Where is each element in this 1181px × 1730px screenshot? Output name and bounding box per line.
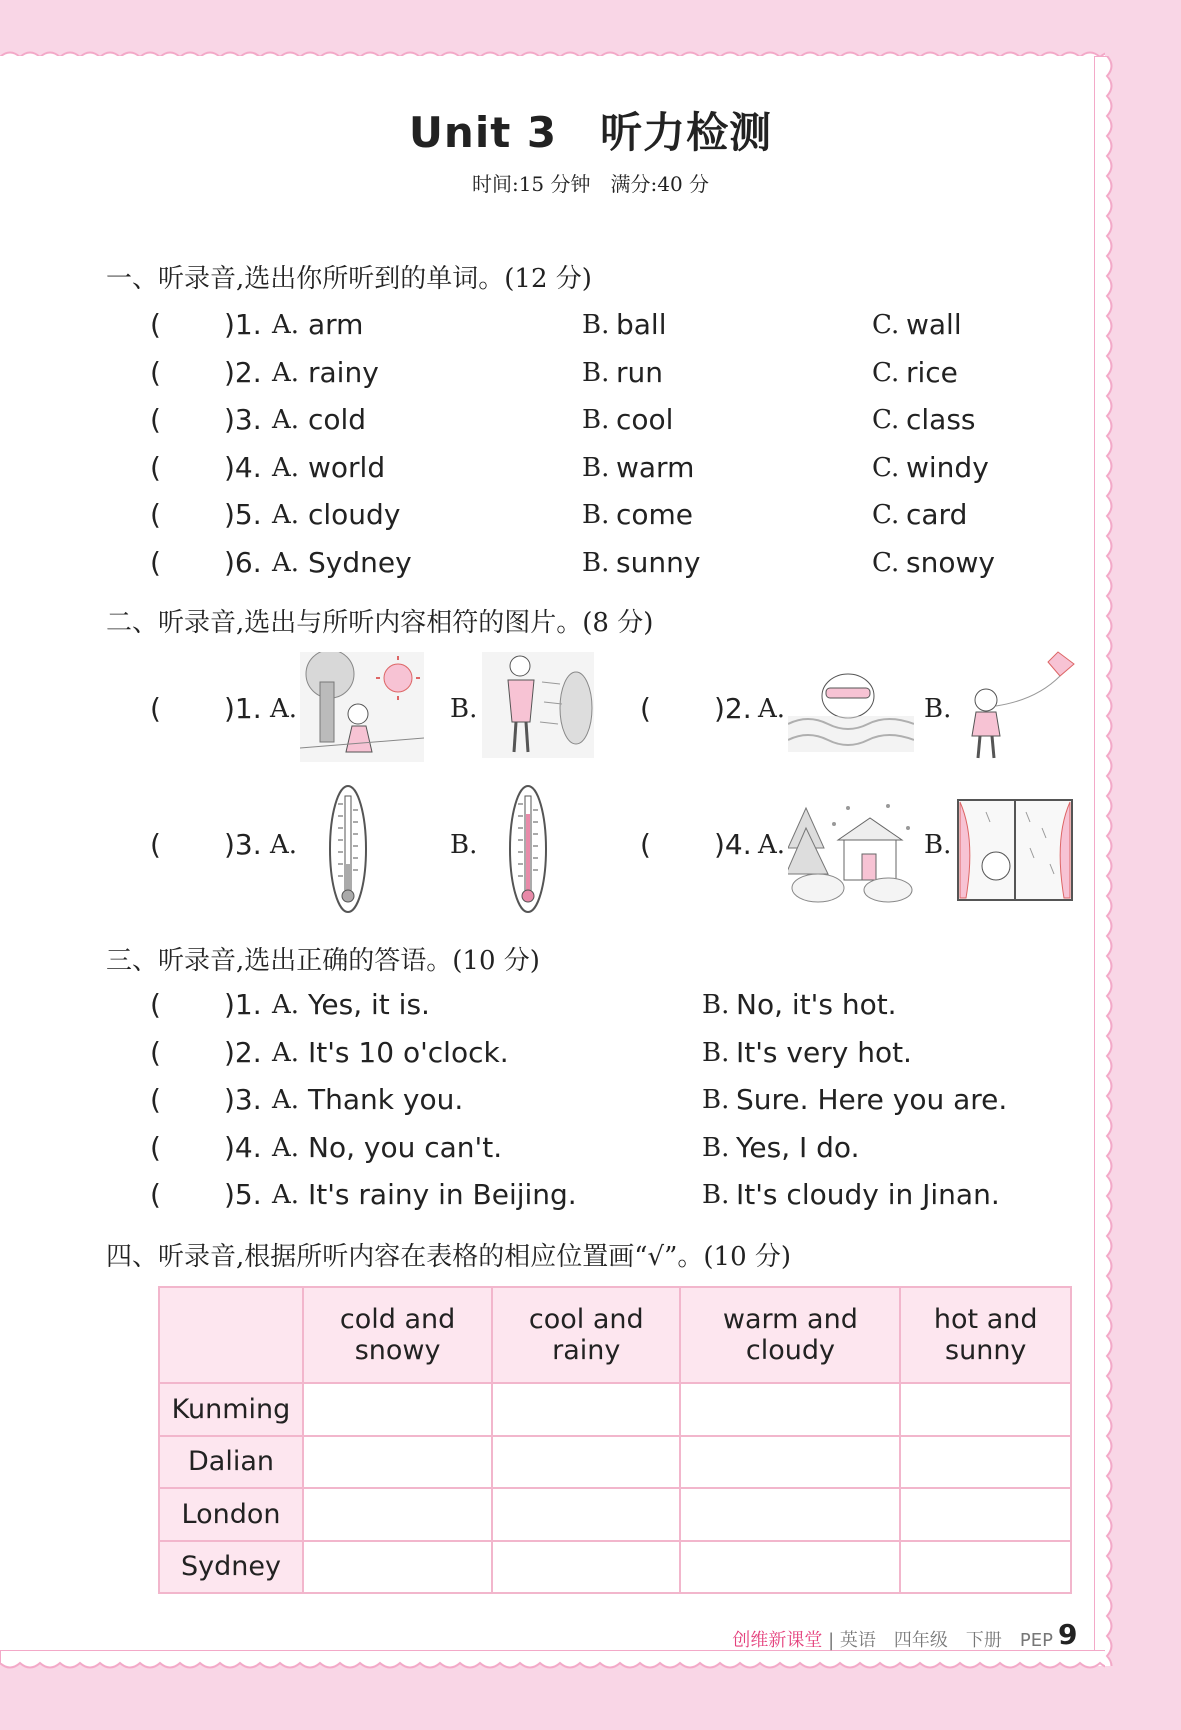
answer-paren[interactable]: (: [150, 546, 161, 579]
option-b-word[interactable]: come: [616, 498, 694, 531]
sunny-park-picture[interactable]: [300, 652, 424, 762]
option-a-word[interactable]: arm: [308, 308, 364, 341]
option-c-label: C.: [872, 405, 900, 435]
option-a-word[interactable]: Sydney: [308, 546, 412, 579]
option-c-word[interactable]: rice: [906, 356, 958, 389]
question-number: )2.: [714, 692, 752, 725]
option-b-label: B.: [924, 830, 952, 860]
question-number: )3.: [224, 828, 262, 861]
table-row: [159, 1436, 1071, 1489]
weather-table: [158, 1286, 1072, 1594]
option-b-label: B.: [582, 405, 610, 435]
answer-paren[interactable]: (: [150, 988, 161, 1021]
option-b-label: B.: [582, 500, 610, 530]
answer-cell[interactable]: [492, 1541, 680, 1594]
list-item: [150, 403, 1050, 443]
option-c-word[interactable]: windy: [906, 451, 989, 484]
question-number: )2.: [224, 1036, 262, 1069]
option-a-label: A.: [272, 1085, 300, 1115]
page-title: Unit 3 听力检测: [408, 108, 773, 157]
answer-cell[interactable]: [492, 1383, 680, 1436]
list-item: [150, 498, 1050, 538]
answer-cell[interactable]: [303, 1436, 492, 1489]
option-b-answer[interactable]: Yes, I do.: [736, 1131, 860, 1164]
picture-question-row-2: [150, 784, 1080, 904]
row-header-london: London: [159, 1488, 303, 1541]
thermometer-hot-picture[interactable]: [506, 784, 550, 914]
option-a-label: A.: [272, 310, 300, 340]
footer-separator: |: [828, 1630, 835, 1651]
question-number: )5.: [224, 498, 262, 531]
option-c-word[interactable]: snowy: [906, 546, 995, 579]
column-header-cool-rainy: cool and rainy: [492, 1287, 680, 1383]
answer-paren[interactable]: (: [640, 828, 651, 861]
decorative-wave-border-right: [1094, 56, 1120, 1666]
option-c-label: C.: [872, 500, 900, 530]
section4-heading: 四、听录音,根据所听内容在表格的相应位置画“√”。(10 分): [106, 1242, 792, 1272]
answer-cell[interactable]: [900, 1541, 1071, 1594]
answer-paren[interactable]: (: [150, 308, 161, 341]
option-a-label: A.: [270, 694, 298, 724]
column-header-hot-sunny: hot and sunny: [900, 1287, 1071, 1383]
list-item: [150, 1131, 1050, 1171]
option-b-label: B.: [582, 358, 610, 388]
answer-paren[interactable]: (: [150, 403, 161, 436]
option-b-answer[interactable]: No, it's hot.: [736, 988, 897, 1021]
answer-paren[interactable]: (: [150, 1178, 161, 1211]
answer-paren[interactable]: (: [150, 692, 161, 725]
footer-brand: 创维新课堂: [732, 1630, 823, 1651]
option-a-word[interactable]: cloudy: [308, 498, 401, 531]
section1-heading: 一、听录音,选出你所听到的单词。(12 分): [106, 264, 592, 294]
question-number: )4.: [224, 451, 262, 484]
picture-question-row-1: [150, 650, 1080, 770]
question-number: )4.: [224, 1131, 262, 1164]
question-number: )2.: [224, 356, 262, 389]
option-b-label: B.: [924, 694, 952, 724]
list-item: [150, 1178, 1050, 1218]
section2-heading: 二、听录音,选出与所听内容相符的图片。(8 分): [106, 608, 654, 638]
option-a-answer[interactable]: It's rainy in Beijing.: [308, 1178, 577, 1211]
option-a-label: A.: [272, 548, 300, 578]
option-b-word[interactable]: run: [616, 356, 664, 389]
table-row: [159, 1541, 1071, 1594]
option-a-label: A.: [272, 1180, 300, 1210]
option-c-word[interactable]: wall: [906, 308, 962, 341]
option-b-answer[interactable]: Sure. Here you are.: [736, 1083, 1008, 1116]
question-number: )3.: [224, 1083, 262, 1116]
option-b-word[interactable]: warm: [616, 451, 695, 484]
question-number: )6.: [224, 546, 262, 579]
option-a-label: A.: [272, 990, 300, 1020]
answer-paren[interactable]: (: [150, 498, 161, 531]
option-a-word[interactable]: cold: [308, 403, 367, 436]
list-item: [150, 308, 1050, 348]
option-c-label: C.: [872, 310, 900, 340]
option-b-label: B.: [450, 830, 478, 860]
list-item: [150, 451, 1050, 491]
answer-cell[interactable]: [900, 1488, 1071, 1541]
question-number: )1.: [224, 988, 262, 1021]
answer-cell[interactable]: [680, 1436, 900, 1489]
option-a-word[interactable]: rainy: [308, 356, 379, 389]
footer-info: [732, 1626, 1053, 1652]
option-a-label: A.: [272, 358, 300, 388]
column-header-cold-snowy: cold and snowy: [303, 1287, 492, 1383]
page-subtitle: 时间:15 分钟 满分:40 分: [471, 172, 710, 196]
section3-heading: 三、听录音,选出正确的答语。(10 分): [106, 946, 540, 976]
answer-paren[interactable]: (: [640, 692, 651, 725]
option-b-label: B.: [702, 1085, 730, 1115]
option-b-label: B.: [702, 1133, 730, 1163]
thermometer-cold-picture[interactable]: [326, 784, 370, 914]
snowy-house-picture[interactable]: [788, 798, 914, 904]
list-item: [150, 356, 1050, 396]
option-a-label: A.: [758, 694, 786, 724]
option-b-label: B.: [702, 1038, 730, 1068]
option-b-word[interactable]: sunny: [616, 546, 701, 579]
table-row: [159, 1488, 1071, 1541]
answer-cell[interactable]: [492, 1488, 680, 1541]
answer-paren[interactable]: (: [150, 1131, 161, 1164]
row-header-dalian: Dalian: [159, 1436, 303, 1489]
table-corner-cell: [159, 1287, 303, 1383]
option-b-word[interactable]: ball: [616, 308, 667, 341]
option-a-label: A.: [272, 1133, 300, 1163]
option-b-label: B.: [582, 548, 610, 578]
answer-cell[interactable]: [303, 1383, 492, 1436]
answer-cell[interactable]: [680, 1488, 900, 1541]
rainy-window-picture[interactable]: [956, 798, 1074, 904]
option-b-label: B.: [450, 694, 478, 724]
option-a-word[interactable]: world: [308, 451, 386, 484]
list-item: [150, 1083, 1050, 1123]
option-b-answer[interactable]: It's cloudy in Jinan.: [736, 1178, 1000, 1211]
swimming-picture[interactable]: [788, 660, 914, 756]
answer-cell[interactable]: [680, 1383, 900, 1436]
list-item: [150, 988, 1050, 1028]
page-number: 9: [1058, 1618, 1078, 1651]
answer-paren[interactable]: (: [150, 828, 161, 861]
option-c-word[interactable]: card: [906, 498, 968, 531]
option-a-label: A.: [270, 830, 298, 860]
answer-cell[interactable]: [900, 1383, 1071, 1436]
option-a-label: A.: [758, 830, 786, 860]
question-number: )3.: [224, 403, 262, 436]
question-number: )4.: [714, 828, 752, 861]
answer-cell[interactable]: [900, 1436, 1071, 1489]
list-item: [150, 1036, 1050, 1076]
list-item: [150, 546, 1050, 586]
question-number: )1.: [224, 692, 262, 725]
option-a-label: A.: [272, 500, 300, 530]
option-b-answer[interactable]: It's very hot.: [736, 1036, 912, 1069]
option-c-word[interactable]: class: [906, 403, 976, 436]
option-b-label: B.: [582, 453, 610, 483]
windy-day-picture[interactable]: [482, 652, 594, 758]
column-header-warm-cloudy: warm and cloudy: [680, 1287, 900, 1383]
option-c-label: C.: [872, 358, 900, 388]
option-a-label: A.: [272, 1038, 300, 1068]
answer-cell[interactable]: [492, 1436, 680, 1489]
table-row: [159, 1383, 1071, 1436]
answer-paren[interactable]: (: [150, 1036, 161, 1069]
option-a-label: A.: [272, 405, 300, 435]
kite-girl-picture[interactable]: [956, 650, 1080, 762]
option-c-label: C.: [872, 453, 900, 483]
answer-paren[interactable]: (: [150, 1083, 161, 1116]
option-b-label: B.: [702, 990, 730, 1020]
option-a-answer[interactable]: It's 10 o'clock.: [308, 1036, 509, 1069]
answer-cell[interactable]: [303, 1541, 492, 1594]
answer-paren[interactable]: (: [150, 356, 161, 389]
option-a-answer[interactable]: Thank you.: [308, 1083, 464, 1116]
option-b-word[interactable]: cool: [616, 403, 674, 436]
option-a-answer[interactable]: Yes, it is.: [308, 988, 430, 1021]
row-header-kunming: Kunming: [159, 1383, 303, 1436]
option-c-label: C.: [872, 548, 900, 578]
footer-book-info: 英语 四年级 下册 PEP: [839, 1630, 1053, 1651]
option-b-label: B.: [582, 310, 610, 340]
decorative-wave-border-bottom: [0, 1650, 1105, 1676]
option-b-label: B.: [702, 1180, 730, 1210]
question-number: )5.: [224, 1178, 262, 1211]
answer-cell[interactable]: [303, 1488, 492, 1541]
question-number: )1.: [224, 308, 262, 341]
row-header-sydney: Sydney: [159, 1541, 303, 1594]
option-a-answer[interactable]: No, you can't.: [308, 1131, 503, 1164]
option-a-label: A.: [272, 453, 300, 483]
answer-paren[interactable]: (: [150, 451, 161, 484]
answer-cell[interactable]: [680, 1541, 900, 1594]
